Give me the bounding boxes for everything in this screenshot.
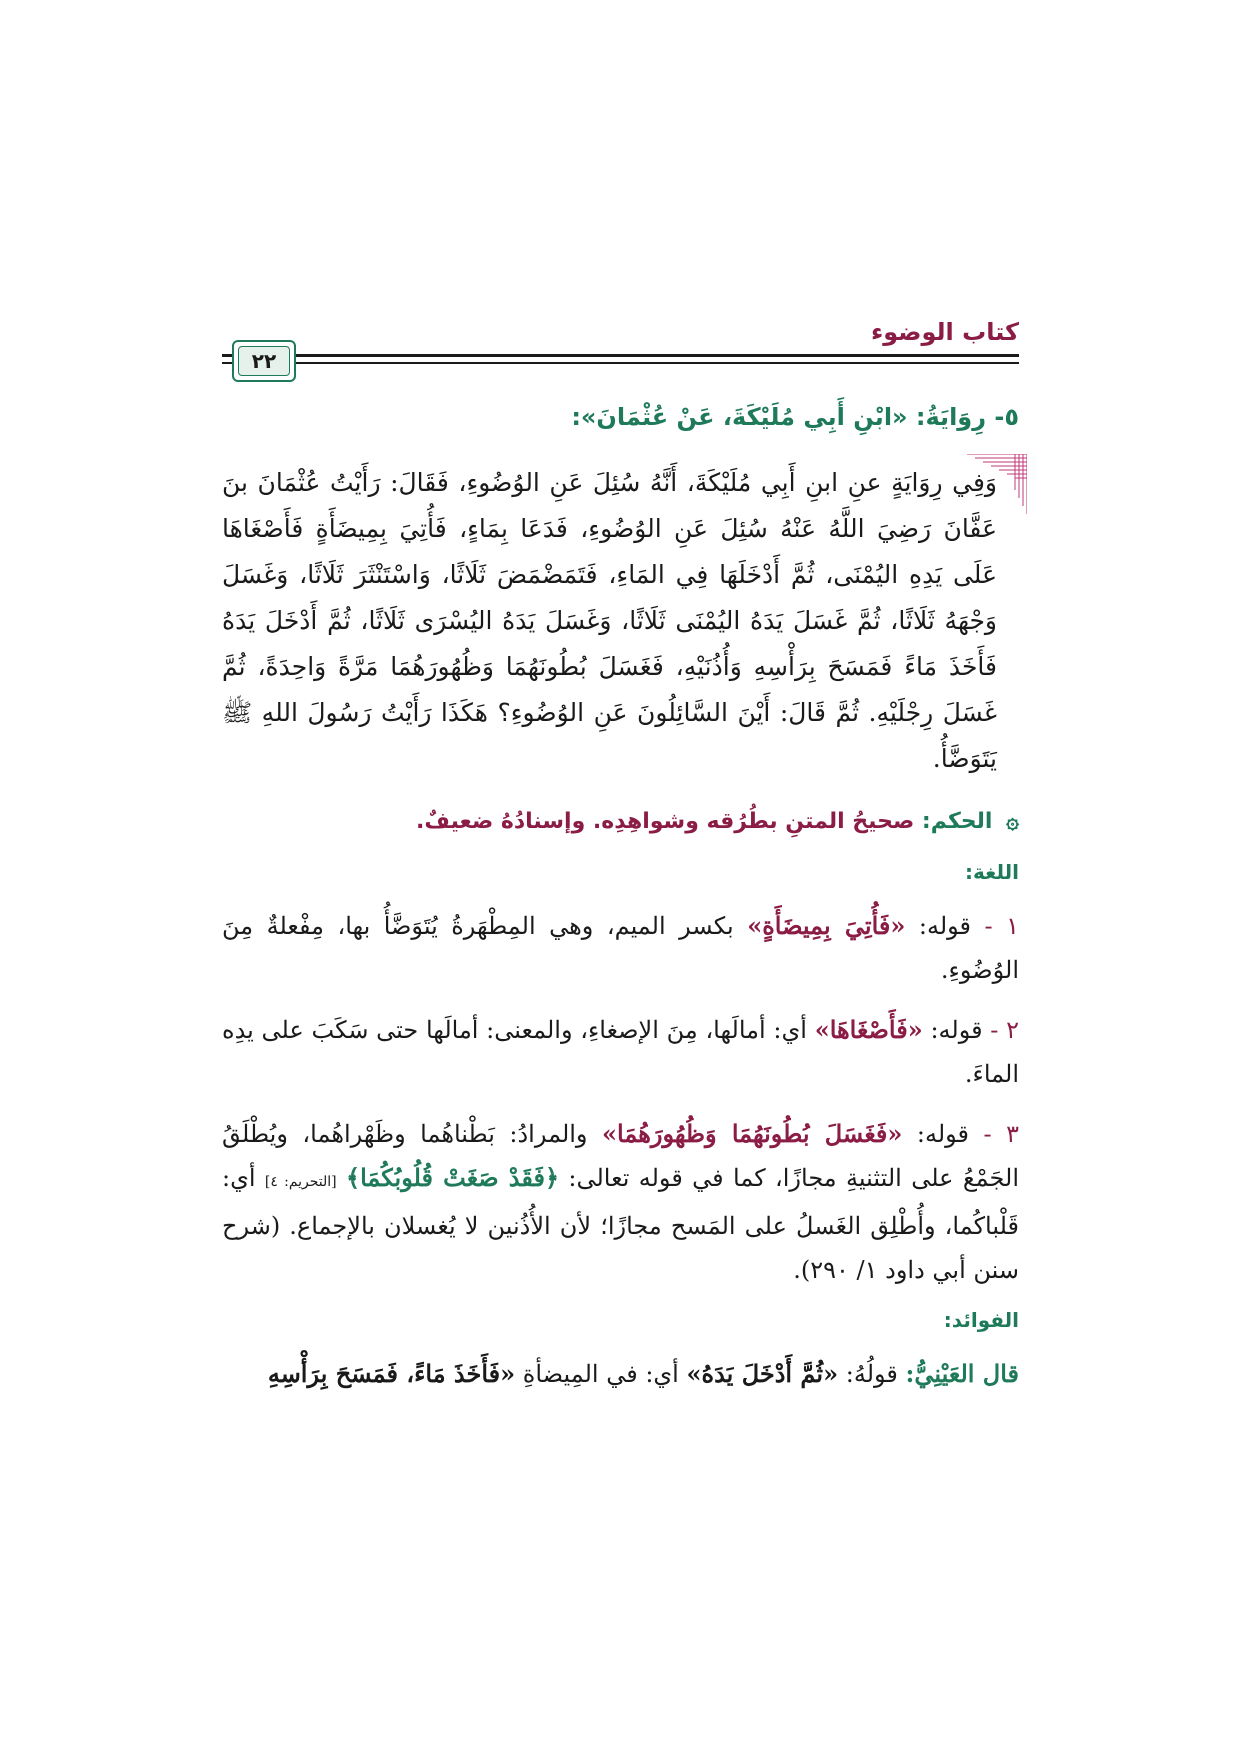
verse-reference: [التحريم: ٤] (264, 1174, 337, 1190)
item-text: أي: أمالَها، مِنَ الإصغاءِ، والمعنى: أمالَها حتى سَكَبَ على يدِه الماءَ. (222, 1016, 1019, 1088)
language-item-1 (222, 904, 1019, 992)
ruling-text: صحيحُ المتنِ بطُرُقه وشواهِدِه. وإسنادُهُ ضعيفٌ. (416, 809, 915, 834)
item-prefix: قوله: (916, 1120, 970, 1148)
page-number-badge (232, 340, 296, 382)
narration-text: وَفِي رِوَايَةٍ عنِ ابنِ أَبِي مُلَيْكَةَ، أَنَّهُ سُئِلَ عَنِ الوُضُوءِ، فَقَالَ: رَأَيْتُ عُثْمَانَ بنَ عَفَّانَ رَضِيَ اللَّهُ عَنْهُ سُئِلَ عَنِ الوُضُوءِ، فَدَعَا بِمَاءٍ، فَأُتِيَ بِمِيضَأَةٍ فَأَصْغَاهَا عَلَى يَدِهِ اليُمْنَى، ثُمَّ أَدْخَلَهَا فِي المَاءِ، فَتَمَضْمَضَ ثَلَاثًا، وَاسْتَنْثَرَ ثَلَاثًا، وَغَسَلَ وَجْهَهُ ثَلَاثًا، ثُمَّ غَسَلَ يَدَهُ اليُمْنَى ثَلَاثًا، وَغَسَلَ يَدَهُ اليُسْرَى ثَلَاثًا، ثُمَّ أَدْخَلَ يَدَهُ فَأَخَذَ مَاءً فَمَسَحَ بِرَأْسِهِ وَأُذُنَيْهِ، فَغَسَلَ بُطُونَهُمَا وَظُهُورَهُمَا مَرَّةً وَاحِدَةً، ثُمَّ غَسَلَ رِجْلَيْهِ. ثُمَّ قَالَ: أَيْنَ السَّائِلُونَ عَنِ الوُضُوءِ؟ هَكَذَا رَأَيْتُ رَسُولَ اللهِ ﷺ يَتَوَضَّأُ. (222, 468, 997, 773)
language-item-2 (222, 1008, 1019, 1096)
item-number: ٢ - (990, 1016, 1020, 1044)
main-content (222, 400, 1019, 1412)
section-heading: ٥- رِوَايَةُ: «ابْنِ أَبِي مُلَيْكَةَ، عَنْ عُثْمَانَ»: (571, 403, 1019, 431)
page-number: ٢٢ (238, 346, 290, 376)
ruling-label: الحكم: (921, 809, 993, 834)
item-quote: «فَأَصْغَاهَا» (814, 1015, 923, 1044)
benefits-text-1: قولُهُ: (845, 1360, 898, 1388)
item-quote: «فَأُتِيَ بِمِيضَأَةٍ» (747, 911, 906, 940)
quran-verse: ﴿فَقَدْ صَغَتْ قُلُوبُكُمَا﴾ (346, 1163, 560, 1192)
item-quote: «فَغَسَلَ بُطُونَهُمَا وَظُهُورَهُمَا» (602, 1119, 903, 1148)
benefits-heading: الفوائد: (943, 1308, 1019, 1332)
benefits-lead: قال العَيْنِيُّ: (905, 1359, 1019, 1388)
page-header (222, 318, 1019, 388)
narration-box (222, 460, 1019, 782)
flower-icon: ۞ (1006, 809, 1019, 834)
book-title: كتاب الوضوء (870, 318, 1019, 346)
benefits-text-2: أي: في المِيضأةِ (522, 1360, 679, 1388)
item-text-before-verse: والمرادُ: بَطْناهُما وظَهْراهُما، ويُطْلَقُ الجَمْعُ على التثنيةِ مجازًا، كما في قوله تعالى: (222, 1120, 1019, 1192)
header-rule-thin (222, 362, 1019, 364)
header-rule-thick (222, 354, 1019, 357)
item-text-after-verse: أي: قَلْباكُما، وأُطْلِق الغَسلُ على المَسح مجازًا؛ لأن الأُذُنين لا يُغسلان بالإجماع. (شرح سنن أبي داود ١/ ٢٩٠). (222, 1164, 1019, 1284)
benefits-quote-1: «ثُمَّ أَدْخَلَ يَدَهُ» (686, 1359, 839, 1388)
benefits-line (222, 1352, 1019, 1396)
language-item-3 (222, 1112, 1019, 1292)
benefits-quote-2: «فَأَخَذَ مَاءً، فَمَسَحَ بِرَأْسِهِ (267, 1359, 516, 1388)
item-number: ١ - (984, 912, 1019, 940)
item-prefix: قوله: (930, 1016, 983, 1044)
corner-ornament-icon (967, 454, 1027, 514)
item-number: ٣ - (983, 1120, 1020, 1148)
item-text: بكسر الميم، وهي المِطْهَرةُ يُتَوَضَّأُ بها، مِفْعلةٌ مِنَ الوُضُوءِ. (222, 912, 1019, 984)
language-heading: اللغة: (965, 860, 1019, 884)
item-prefix: قوله: (918, 912, 972, 940)
ruling-line (222, 802, 1019, 842)
